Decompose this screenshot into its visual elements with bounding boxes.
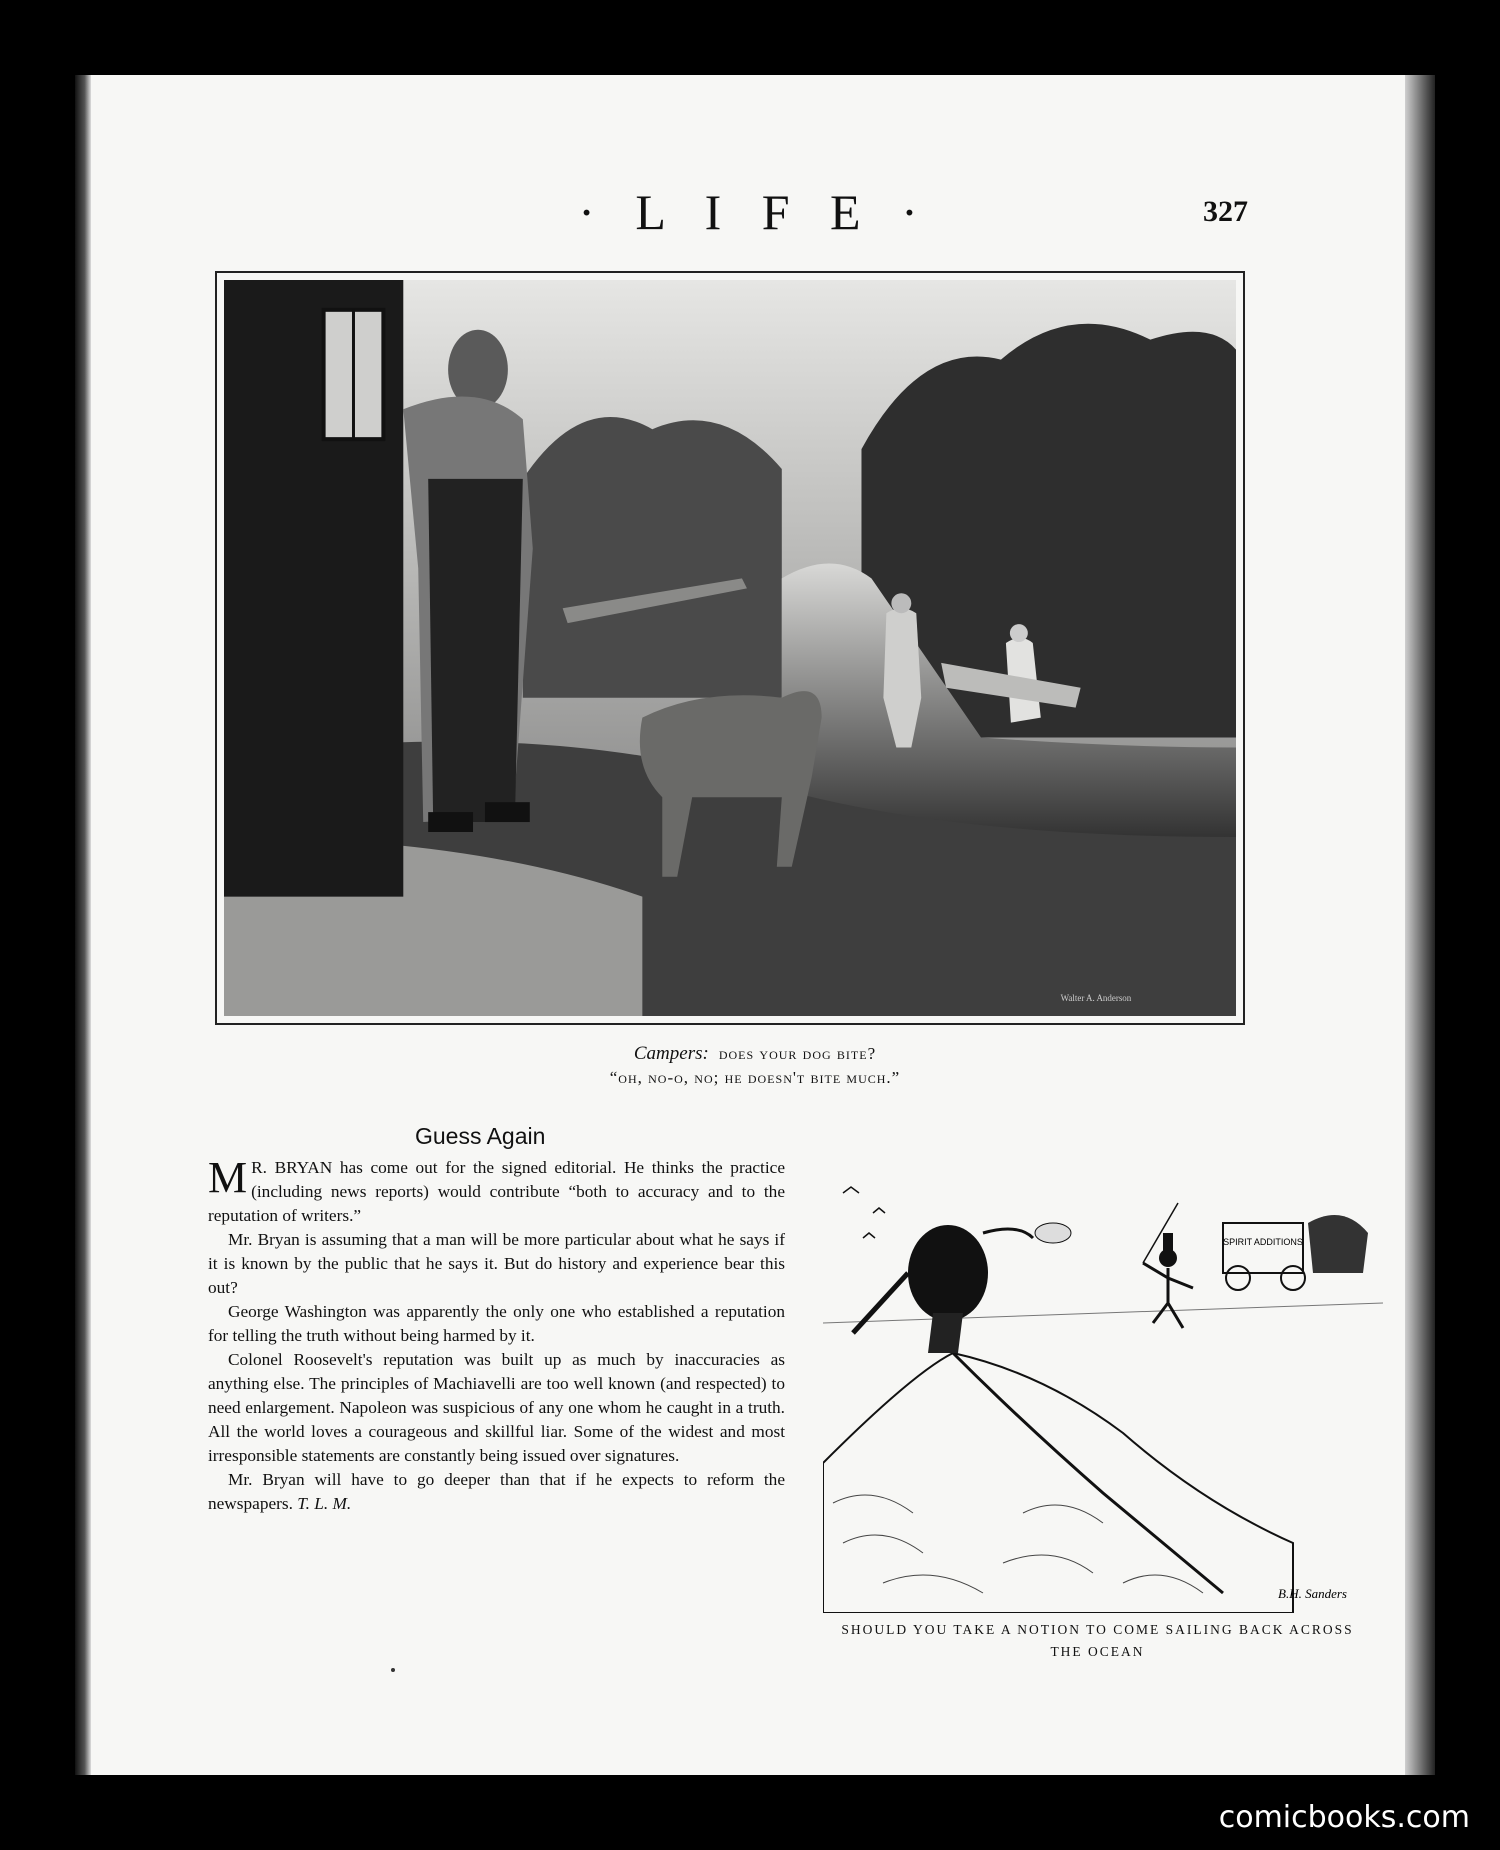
cartoon-caption: SHOULD YOU TAKE A NOTION TO COME SAILING BACK ACROSS THE OCEAN	[841, 1622, 1354, 1659]
illustration-caption	[75, 1042, 1435, 1090]
caption-question: does your dog bite?	[718, 1044, 877, 1063]
ink-dot	[391, 1668, 395, 1672]
cartoon-illustration	[823, 1163, 1383, 1613]
article-paragraph: Mr. Bryan will have to go deeper than that if he expects to reform the newspapers. T. L. M.	[208, 1470, 785, 1513]
painting-signature: Walter A. Anderson	[1060, 993, 1132, 1004]
caption-speaker: Campers:	[633, 1043, 709, 1064]
wagon-sign: SPIRIT ADDITIONS	[1223, 1237, 1303, 1247]
drop-cap: M	[208, 1153, 248, 1202]
article-paragraph: M R. BRYAN has come out for the signed editorial. He thinks the practice (including news reports) would contribute “both to accuracy and to the reputation of writers.”	[208, 1153, 785, 1225]
painting-image	[224, 280, 1236, 1016]
cartoon-drawing	[823, 1163, 1383, 1613]
page-edge	[1405, 75, 1435, 1775]
article-paragraph: George Washington was apparently the only one who established a reputation for telling the truth without being harmed by it.	[208, 1302, 785, 1345]
caption-answer: “oh, no-o, no; he doesn't bite much.”	[609, 1068, 901, 1087]
page-number: 327	[1203, 195, 1248, 228]
cartoon-signature: B.H. Sanders	[1278, 1586, 1347, 1601]
article-signature: T. L. M.	[297, 1494, 352, 1513]
page-gutter	[75, 75, 91, 1775]
caption-line-1	[75, 1042, 1435, 1066]
masthead: · L I F E ·	[578, 184, 932, 240]
magazine-page	[75, 75, 1435, 1775]
article-paragraph: Colonel Roosevelt's reputation was built up as much by inaccuracies as anything else. The principles of Machiavelli are too well known (and respected) to need enlargement. Napoleon was suspicious of any one whom he caught in a truth. All the world loves a courageous and skillful liar. Some of the widest and most irresponsible statements are constantly being issued over signatures.	[208, 1350, 785, 1465]
watermark: comicbooks.com	[1218, 1800, 1470, 1835]
article-title: Guess Again	[415, 1123, 546, 1149]
painting-illustration	[215, 271, 1245, 1025]
article-body	[208, 1153, 785, 1516]
article-paragraph: Mr. Bryan is assuming that a man will be more particular about what he says if it is known by the public that he says it. But do history and experience bear this out?	[208, 1230, 785, 1297]
